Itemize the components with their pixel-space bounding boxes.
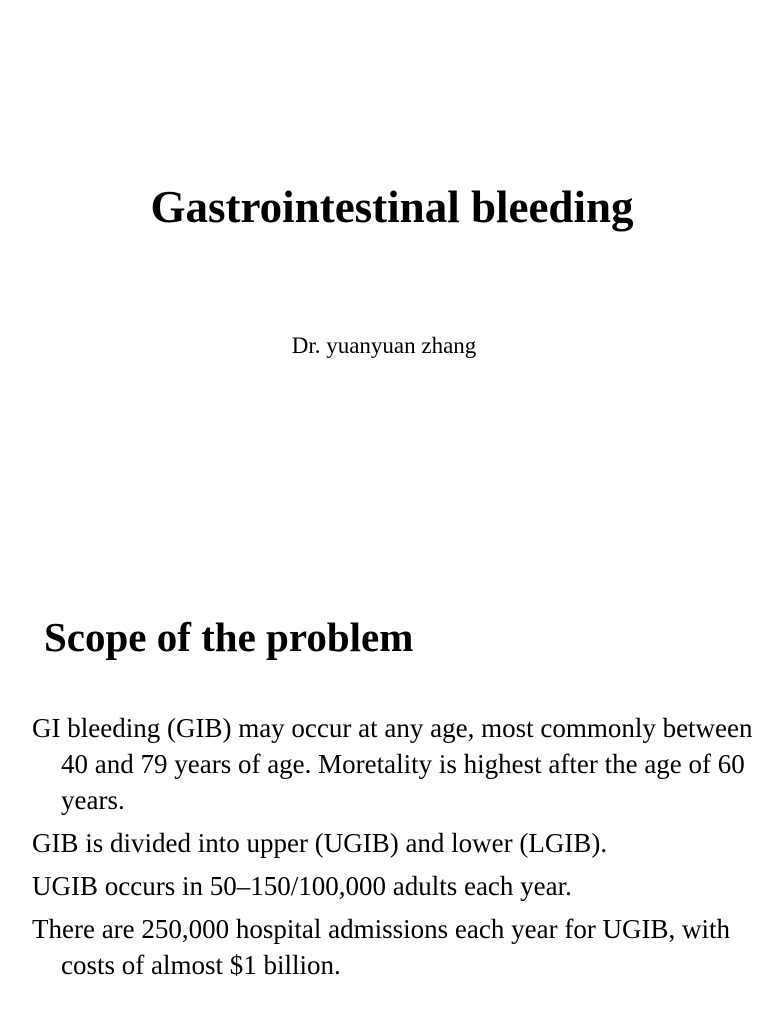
slide-heading: Scope of the problem (44, 614, 414, 660)
author-name: Dr. yuanyuan zhang (291, 333, 477, 358)
bullet-item: UGIB occurs in 50–150/100,000 adults each year. (32, 871, 572, 901)
content-slide (0, 576, 768, 1024)
bullet-item: GI bleeding (GIB) may occur at any age, most commonly between 40 and 79 years of age. Moretality is highest after the age of 60 years. (32, 713, 753, 815)
bullet-list (32, 710, 758, 990)
bullet-item: There are 250,000 hospital admissions each year for UGIB, with costs of almost $1 billion. (32, 914, 731, 980)
slide-title: Gastrointestinal bleeding (150, 182, 634, 232)
bullet-item: GIB is divided into upper (UGIB) and lower (LGIB). (32, 828, 608, 858)
